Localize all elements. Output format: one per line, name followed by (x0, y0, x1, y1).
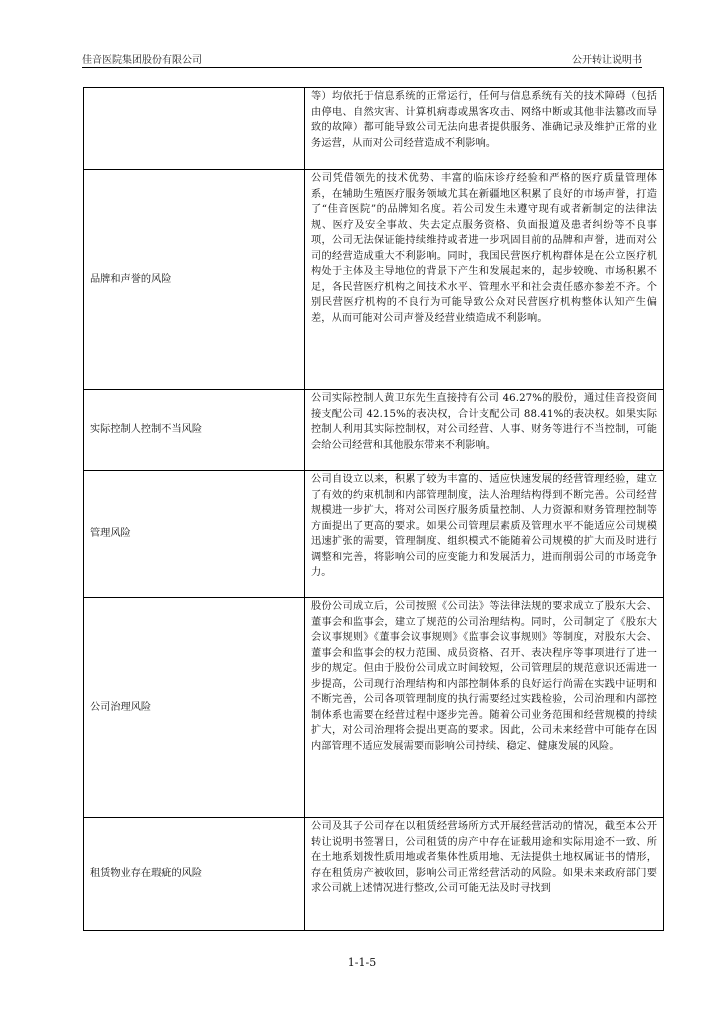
risk-description: 公司实际控制人黄卫东先生直接持有公司 46.27%的股份，通过佳音投资间接支配公司 42.15%的表决权，合计支配公司 88.41%的表决权。如果实际控制人利用其实际控制权，对公司经营、人事、财务等进行不当控制，可能会给公司经营和其他股东带来不利影响。 (305, 390, 664, 471)
page-number: 1-1-5 (347, 956, 377, 969)
table-row (84, 471, 664, 598)
risk-category: 公司治理风险 (84, 598, 305, 818)
company-name: 佳音医院集团股份有限公司 (82, 55, 202, 66)
risk-table (83, 87, 664, 931)
risk-category: 租赁物业存在瑕疵的风险 (84, 818, 305, 931)
document-type: 公开转让说明书 (572, 55, 642, 66)
risk-category (84, 88, 305, 170)
table-row (84, 88, 664, 170)
risk-description: 股份公司成立后，公司按照《公司法》等法律法规的要求成立了股东大会、董事会和监事会，建立了规范的公司治理结构。同时，公司制定了《股东大会议事规则》《董事会议事规则》《监事会议事规则》等制度，对股东大会、董事会和监事会的权力范围、成员资格、召开、表决程序等事项进行了进一步的规定。但由于股份公司成立时间较短，公司管理层的规范意识还需进一步提高，公司现行治理结构和内部控制体系的良好运行尚需在实践中证明和不断完善，公司各项管理制度的执行需要经过实践检验，公司治理和内部控制体系也需要在经营过程中逐步完善。随着公司业务范围和经营规模的持续扩大，对公司治理将会提出更高的要求。因此，公司未来经营中可能存在因内部管理不适应发展需要而影响公司持续、稳定、健康发展的风险。 (305, 598, 664, 818)
risk-description: 公司凭借领先的技术优势、丰富的临床诊疗经验和严格的医疗质量管理体系，在辅助生殖医疗服务领域尤其在新疆地区积累了良好的市场声誉，打造了“佳音医院”的品牌知名度。若公司发生未遵守现有或者新制定的法律法规、医疗及安全事故、失去定点服务资格、负面报道及患者纠纷等不良事项，公司无法保证能持续维持或者进一步巩固目前的品牌和声誉，进而对公司的经营造成重大不利影响。同时，我国民营医疗机构群体是在公立医疗机构处于主体及主导地位的背景下产生和发展起来的，起步较晚、市场积累不足，各民营医疗机构之间技术水平、管理水平和社会责任感亦参差不齐。个别民营医疗机构的不良行为可能导致公众对民营医疗机构整体认知产生偏差，从而可能对公司声誉及经营业绩造成不利影响。 (305, 170, 664, 390)
table-row (84, 818, 664, 931)
table-row (84, 390, 664, 471)
table-row (84, 598, 664, 818)
risk-description: 公司自设立以来，积累了较为丰富的、适应快速发展的经营管理经验，建立了有效的约束机制和内部管理制度，法人治理结构得到不断完善。公司经营规模进一步扩大，将对公司医疗服务质量控制、人力资源和财务管理控制等方面提出了更高的要求。如果公司管理层素质及管理水平不能适应公司规模迅速扩张的需要，管理制度、组织模式不能随着公司规模的扩大而及时进行调整和完善，将影响公司的应变能力和发展活力，进而削弱公司的市场竞争力。 (305, 471, 664, 598)
risk-description: 公司及其子公司存在以租赁经营场所方式开展经营活动的情况，截至本公开转让说明书签署日，公司租赁的房产中存在证载用途和实际用途不一致、所在土地系划拨性质用地或者集体性质用地、无法提供土地权属证书的情形，存在租赁房产被收回，影响公司正常经营活动的风险。如果未来政府部门要求公司就上述情况进行整改,公司可能无法及时寻找到 (305, 818, 664, 931)
risk-category: 管理风险 (84, 471, 305, 598)
risk-description: 等）均依托于信息系统的正常运行，任何与信息系统有关的技术障碍（包括由停电、自然灾害、计算机病毒或黑客攻击、网络中断或其他非法篡改而导致的故障）都可能导致公司无法向患者提供服务、准确记录及维护正常的业务运营，从而对公司经营造成不利影响。 (305, 88, 664, 170)
risk-category: 实际控制人控制不当风险 (84, 390, 305, 471)
table-row (84, 170, 664, 390)
page-header (82, 51, 642, 68)
risk-category: 品牌和声誉的风险 (84, 170, 305, 390)
